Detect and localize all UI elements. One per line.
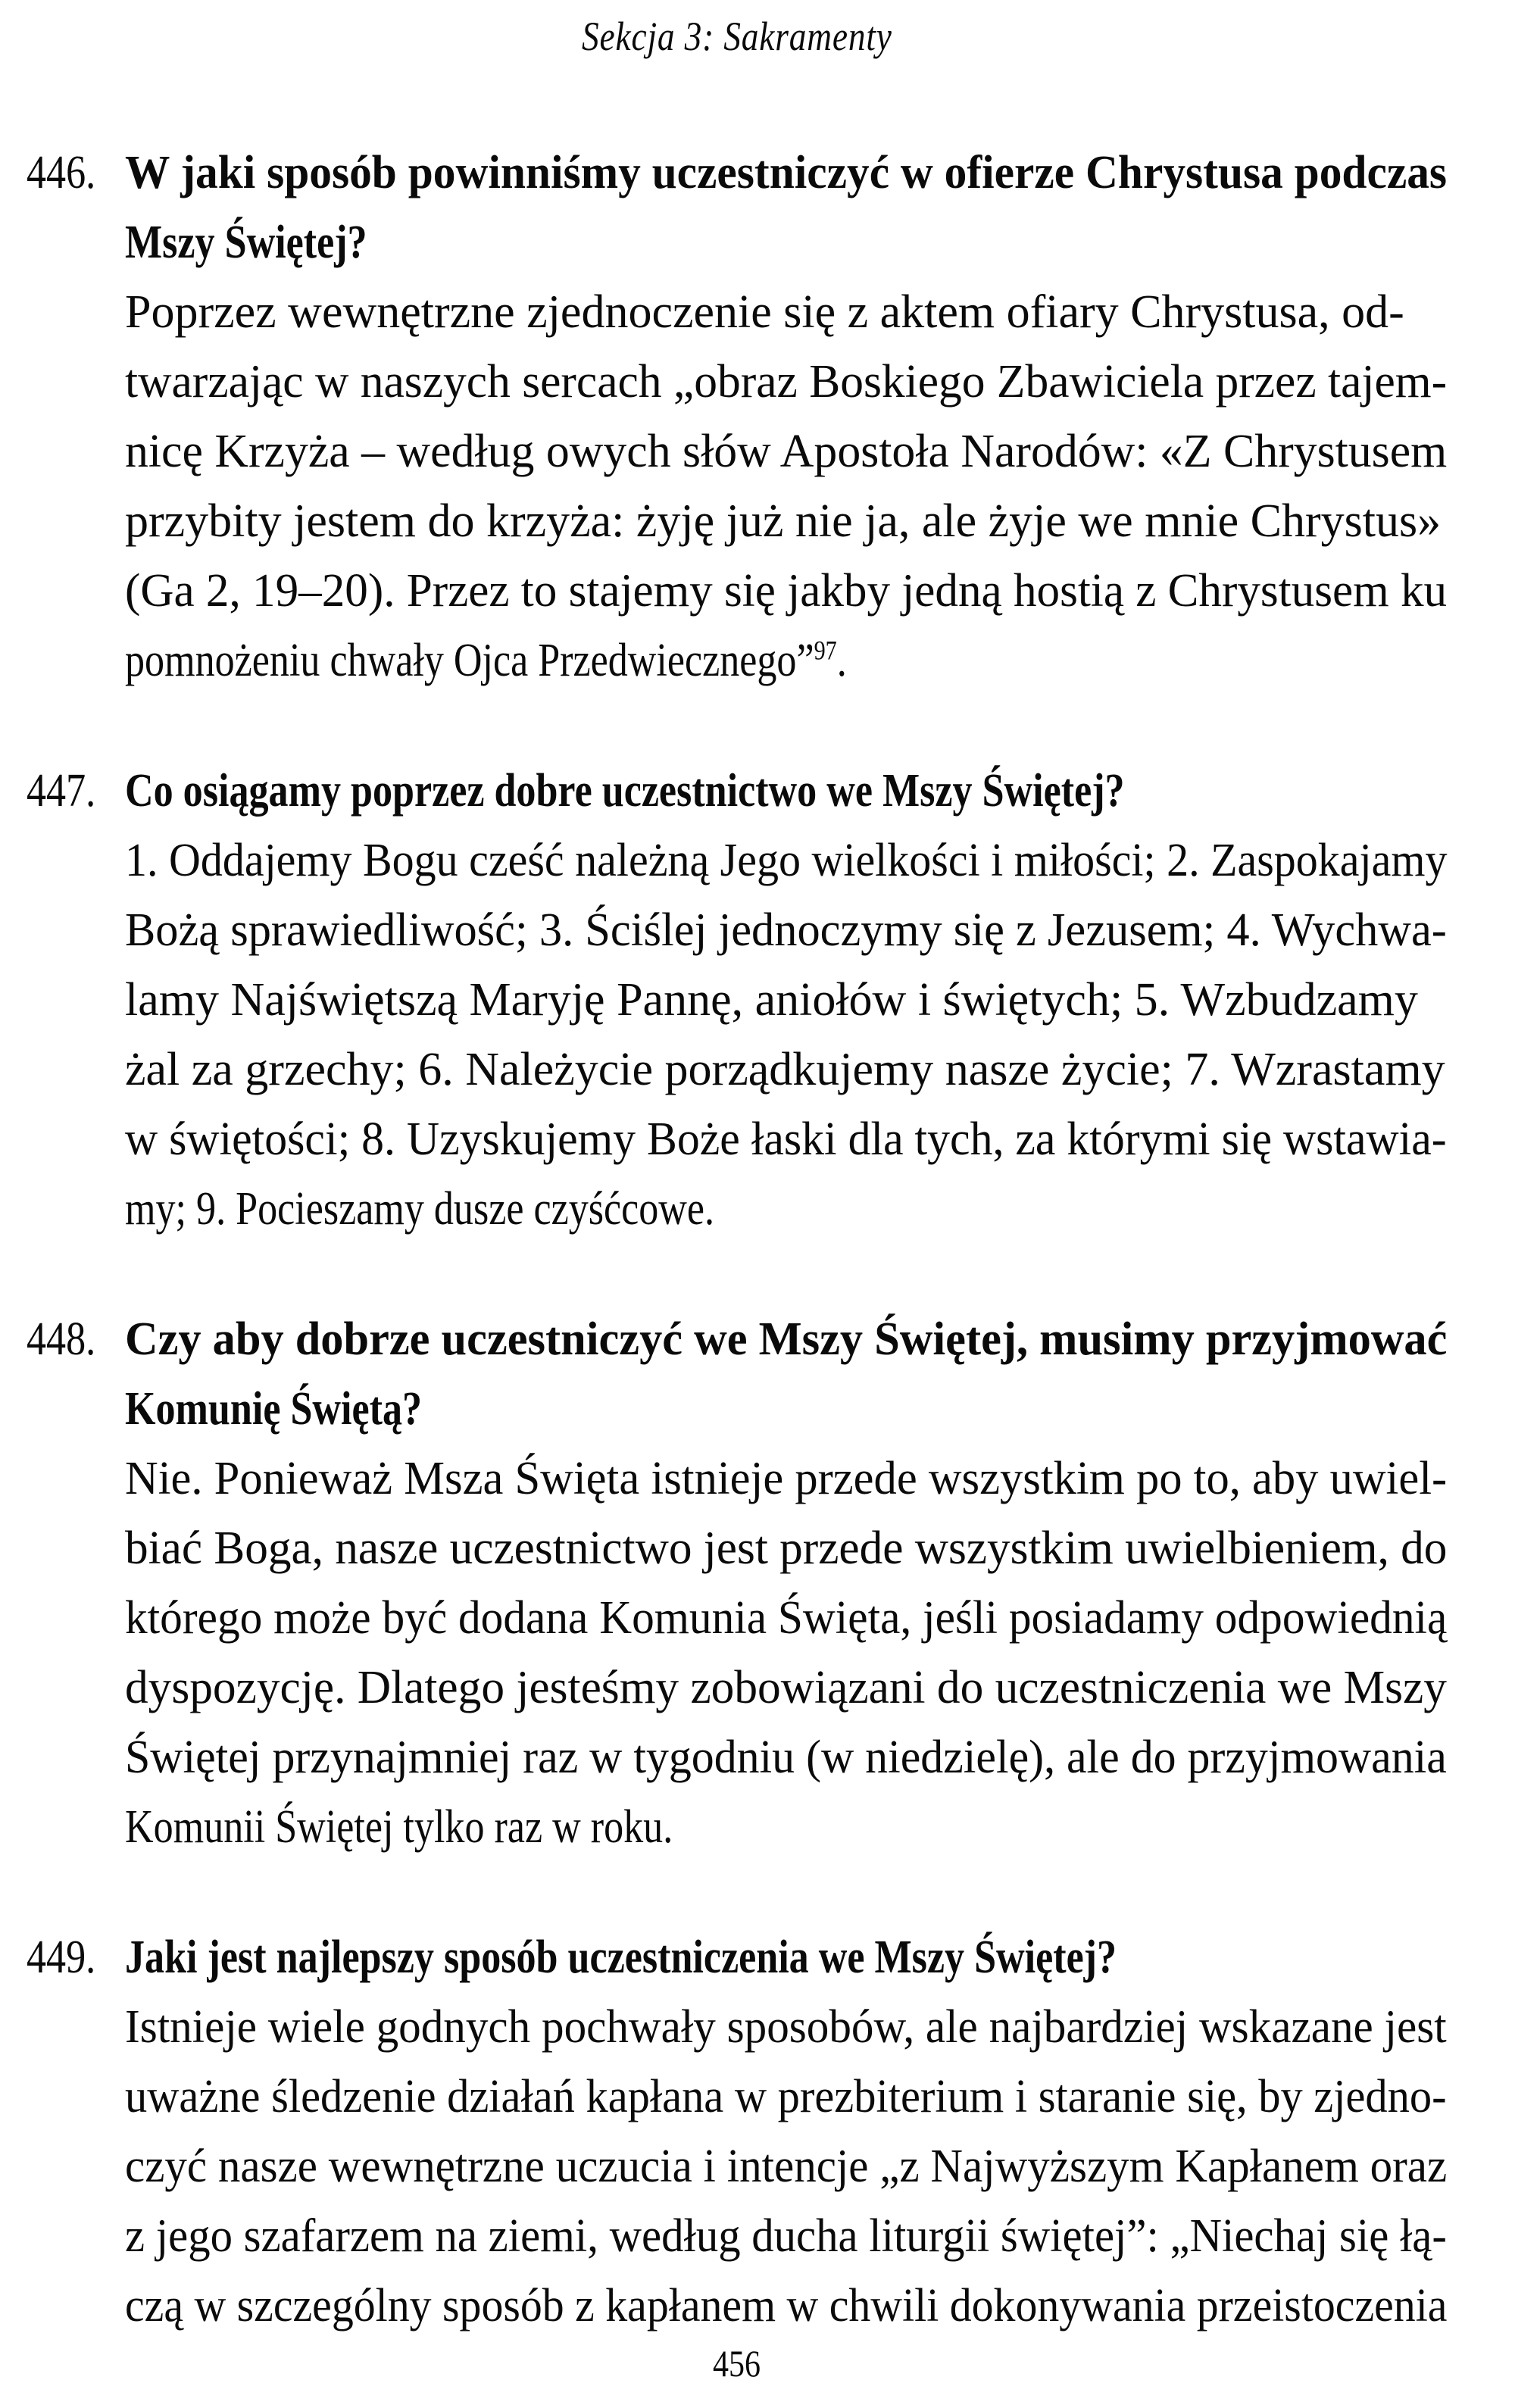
answer-line: Istnieje wiele godnych pochwały sposobów, ale najbardziej wskazane jest [125,2001,1447,2053]
question-number: 448. [27,1313,96,1365]
question-heading-line: Jaki jest najlepszy sposób uczestniczenia we Mszy Świętej? [125,1932,1117,1983]
answer-line: pomnożeniu chwały Ojca Przedwiecznego”$^{97}$. [125,635,847,686]
footnote-ref: 97 [814,635,837,666]
question-heading-line: Czy aby dobrze uczestniczyć we Mszy Świętej, musimy przyjmować [125,1313,1448,1365]
answer-line: w świętości; 8. Uzyskujemy Boże łaski dla tych, za którymi się wstawia- [125,1113,1447,1165]
question-content [125,756,1447,1244]
answer-line: (Ga 2, 19–20). Przez to stajemy się jakby jedną hostią z Chrystusem ku [125,565,1448,617]
answer-line: przybity jestem do krzyża: żyję już nie ja, ale żyje we mnie Chrystus» [125,495,1442,547]
question-number: 447. [27,765,96,817]
answer-line: biać Boga, nasze uczestnictwo jest przede wszystkim uwielbieniem, do [125,1523,1448,1574]
answer-line: żal za grzechy; 6. Należycie porządkujemy nasze życie; 7. Wzrastamy [125,1044,1445,1095]
answer-line: Świętej przynajmniej raz w tygodniu (w niedzielę), ale do przyjmowania [125,1732,1447,1783]
section-header [27,6,1447,67]
qa-list [27,138,1447,2341]
qa-block [27,756,1447,1244]
qa-block [27,1922,1447,2341]
qa-block [27,1304,1447,1862]
question-content [125,1304,1447,1862]
answer-line: Poprzez wewnętrzne zjednoczenie się z aktem ofiary Chrystusa, od- [125,286,1404,338]
answer-line: dyspozycję. Dlatego jesteśmy zobowiązani do uczestniczenia we Mszy [125,1662,1447,1713]
answer-line: którego może być dodana Komunia Święta, jeśli posiadamy odpowiednią [125,1592,1448,1644]
question-heading-line: Co osiągamy poprzez dobre uczestnictwo we Mszy Świętej? [125,765,1125,817]
answer-line: twarzając w naszych sercach „obraz Boskiego Zbawiciela przez tajem- [125,356,1448,408]
page-footer [27,2341,1447,2386]
question-heading-line: W jaki sposób powinniśmy uczestniczyć w ofierze Chrystusa podczas [125,147,1448,198]
section-title: Sekcja 3: Sakramenty [581,14,892,59]
question-heading-line: Komunię Świętą? [125,1383,423,1435]
answer-line: czą w szczególny sposób z kapłanem w chwili dokonywania przeistoczenia [125,2280,1448,2331]
answer-line: nicę Krzyża – według owych słów Apostoła Narodów: «Z Chrystusem [125,426,1448,477]
answer-line: z jego szafarzem na ziemi, według ducha liturgii świętej”: „Niechaj się łą- [125,2210,1447,2262]
answer-line: uważne śledzenie działań kapłana w prezbiterium i staranie się, by zjedno- [125,2071,1447,2122]
question-content [125,1922,1447,2341]
question-content [125,138,1447,695]
question-number: 446. [27,147,96,198]
page-number: 456 [713,2342,761,2385]
qa-block [27,138,1447,695]
answer-line: lamy Najświętszą Maryję Pannę, aniołów i świętych; 5. Wzbudzamy [125,974,1418,1026]
answer-line: Bożą sprawiedliwość; 3. Ściślej jednoczymy się z Jezusem; 4. Wychwa- [125,904,1447,956]
question-number: 449. [27,1932,96,1983]
answer-line: 1. Oddajemy Bogu cześć należną Jego wielkości i miłości; 2. Zaspokajamy [125,835,1448,886]
answer-line: my; 9. Pocieszamy dusze czyśćcowe. [125,1183,715,1235]
answer-line: Nie. Ponieważ Msza Święta istnieje przede wszystkim po to, aby uwiel- [125,1453,1448,1504]
answer-line: czyć nasze wewnętrzne uczucia i intencje „z Najwyższym Kapłanem oraz [125,2141,1448,2192]
question-heading-line: Mszy Świętej? [125,217,367,268]
answer-line: Komunii Świętej tylko raz w roku. [125,1801,673,1853]
